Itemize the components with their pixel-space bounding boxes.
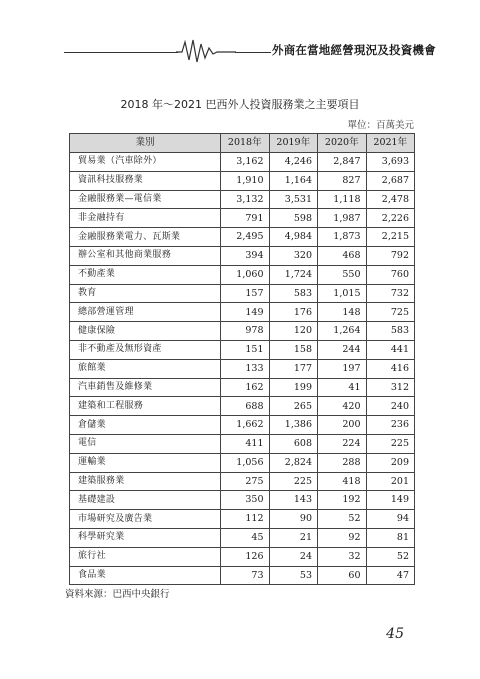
table-row	[70, 171, 415, 190]
row-value: 3,531	[269, 190, 318, 209]
row-value: 21	[269, 528, 318, 547]
row-value: 112	[221, 510, 270, 529]
row-value: 45	[221, 528, 270, 547]
row-category: 貿易業（汽車除外）	[70, 153, 221, 172]
row-category: 電信	[70, 434, 221, 453]
table-row	[70, 416, 415, 435]
table-row	[70, 528, 415, 547]
row-value: 2,495	[221, 228, 270, 247]
row-value: 52	[366, 547, 415, 566]
table-row	[70, 378, 415, 397]
row-value: 177	[269, 359, 318, 378]
row-value: 120	[269, 322, 318, 341]
row-value: 418	[318, 472, 367, 491]
row-category: 建築和工程服務	[70, 397, 221, 416]
column-header-category: 業別	[70, 134, 221, 153]
row-value: 275	[221, 472, 270, 491]
row-category: 汽車銷售及維修業	[70, 378, 221, 397]
row-value: 92	[318, 528, 367, 547]
row-value: 468	[318, 246, 367, 265]
row-value: 827	[318, 171, 367, 190]
row-value: 32	[318, 547, 367, 566]
table-row	[70, 340, 415, 359]
row-value: 978	[221, 322, 270, 341]
row-value: 4,984	[269, 228, 318, 247]
row-value: 2,226	[366, 209, 415, 228]
row-value: 3,162	[221, 153, 270, 172]
row-category: 資訊科技服務業	[70, 171, 221, 190]
row-value: 1,987	[318, 209, 367, 228]
row-value: 441	[366, 340, 415, 359]
header-rule-left	[64, 52, 178, 53]
row-value: 240	[366, 397, 415, 416]
row-value: 244	[318, 340, 367, 359]
row-value: 2,824	[269, 453, 318, 472]
row-value: 791	[221, 209, 270, 228]
row-value: 732	[366, 284, 415, 303]
row-category: 金融服務業電力、瓦斯業	[70, 228, 221, 247]
row-value: 176	[269, 303, 318, 322]
row-category: 不動產業	[70, 265, 221, 284]
row-value: 394	[221, 246, 270, 265]
row-value: 149	[366, 491, 415, 510]
row-value: 224	[318, 434, 367, 453]
table-row	[70, 265, 415, 284]
row-value: 2,687	[366, 171, 415, 190]
table-row	[70, 510, 415, 529]
row-value: 151	[221, 340, 270, 359]
row-value: 583	[269, 284, 318, 303]
row-value: 73	[221, 566, 270, 585]
row-value: 1,724	[269, 265, 318, 284]
row-value: 225	[269, 472, 318, 491]
table-row	[70, 153, 415, 172]
row-value: 320	[269, 246, 318, 265]
row-category: 基礎建設	[70, 491, 221, 510]
row-value: 53	[269, 566, 318, 585]
table-header-row	[70, 134, 415, 153]
row-value: 2,478	[366, 190, 415, 209]
row-value: 143	[269, 491, 318, 510]
row-value: 158	[269, 340, 318, 359]
table-row	[70, 228, 415, 247]
table-row	[70, 453, 415, 472]
table-row	[70, 547, 415, 566]
table-row	[70, 472, 415, 491]
row-value: 197	[318, 359, 367, 378]
row-category: 教育	[70, 284, 221, 303]
column-header-2020: 2020年	[318, 134, 367, 153]
row-value: 1,164	[269, 171, 318, 190]
row-value: 192	[318, 491, 367, 510]
row-value: 1,662	[221, 416, 270, 435]
row-category: 運輸業	[70, 453, 221, 472]
header-rule-mid	[235, 52, 271, 53]
row-value: 792	[366, 246, 415, 265]
row-value: 162	[221, 378, 270, 397]
row-value: 1,118	[318, 190, 367, 209]
table-row	[70, 491, 415, 510]
row-value: 201	[366, 472, 415, 491]
row-value: 225	[366, 434, 415, 453]
row-value: 90	[269, 510, 318, 529]
row-value: 47	[366, 566, 415, 585]
row-value: 236	[366, 416, 415, 435]
row-value: 4,246	[269, 153, 318, 172]
row-value: 3,132	[221, 190, 270, 209]
row-value: 157	[221, 284, 270, 303]
row-category: 總部營運管理	[70, 303, 221, 322]
row-value: 126	[221, 547, 270, 566]
row-value: 1,910	[221, 171, 270, 190]
row-value: 209	[366, 453, 415, 472]
row-value: 550	[318, 265, 367, 284]
table-row	[70, 190, 415, 209]
row-value: 24	[269, 547, 318, 566]
column-header-2019: 2019年	[269, 134, 318, 153]
row-category: 金融服務業—電信業	[70, 190, 221, 209]
table-row	[70, 246, 415, 265]
row-value: 420	[318, 397, 367, 416]
row-value: 200	[318, 416, 367, 435]
source-note: 資料來源：巴西中央銀行	[65, 589, 170, 600]
column-header-2018: 2018年	[221, 134, 270, 153]
row-value: 583	[366, 322, 415, 341]
row-value: 1,264	[318, 322, 367, 341]
row-value: 199	[269, 378, 318, 397]
row-value: 2,847	[318, 153, 367, 172]
row-value: 350	[221, 491, 270, 510]
row-category: 食品業	[70, 566, 221, 585]
page-number: 45	[386, 626, 404, 642]
row-value: 312	[366, 378, 415, 397]
row-value: 725	[366, 303, 415, 322]
table-row	[70, 322, 415, 341]
row-value: 1,056	[221, 453, 270, 472]
row-value: 411	[221, 434, 270, 453]
row-value: 1,015	[318, 284, 367, 303]
table-row	[70, 359, 415, 378]
row-value: 149	[221, 303, 270, 322]
row-value: 133	[221, 359, 270, 378]
row-value: 416	[366, 359, 415, 378]
row-category: 旅館業	[70, 359, 221, 378]
row-value: 1,060	[221, 265, 270, 284]
row-value: 52	[318, 510, 367, 529]
row-value: 288	[318, 453, 367, 472]
table-title: 2018 年～2021 巴西外人投資服務業之主要項目	[120, 98, 360, 111]
table-row	[70, 284, 415, 303]
running-header-title: 外商在當地經營現況及投資機會	[272, 43, 436, 57]
row-category: 市場研究及廣告業	[70, 510, 221, 529]
row-value: 688	[221, 397, 270, 416]
column-header-2021: 2021年	[366, 134, 415, 153]
row-value: 598	[269, 209, 318, 228]
row-value: 1,386	[269, 416, 318, 435]
heartbeat-wave-icon	[176, 38, 236, 64]
row-value: 148	[318, 303, 367, 322]
row-value: 1,873	[318, 228, 367, 247]
table-row	[70, 434, 415, 453]
table-row	[70, 303, 415, 322]
row-category: 建築服務業	[70, 472, 221, 491]
row-value: 608	[269, 434, 318, 453]
row-value: 81	[366, 528, 415, 547]
row-category: 健康保險	[70, 322, 221, 341]
table-row	[70, 566, 415, 585]
row-category: 科學研究業	[70, 528, 221, 547]
table-row	[70, 209, 415, 228]
row-value: 41	[318, 378, 367, 397]
row-value: 94	[366, 510, 415, 529]
table-unit: 單位：百萬美元	[347, 120, 414, 131]
investment-table	[69, 133, 415, 585]
row-category: 非金融持有	[70, 209, 221, 228]
row-category: 倉儲業	[70, 416, 221, 435]
row-value: 60	[318, 566, 367, 585]
row-value: 760	[366, 265, 415, 284]
table-row	[70, 397, 415, 416]
row-value: 2,215	[366, 228, 415, 247]
row-category: 旅行社	[70, 547, 221, 566]
row-value: 3,693	[366, 153, 415, 172]
row-category: 辦公室和其他商業服務	[70, 246, 221, 265]
row-category: 非不動產及無形資產	[70, 340, 221, 359]
row-value: 265	[269, 397, 318, 416]
